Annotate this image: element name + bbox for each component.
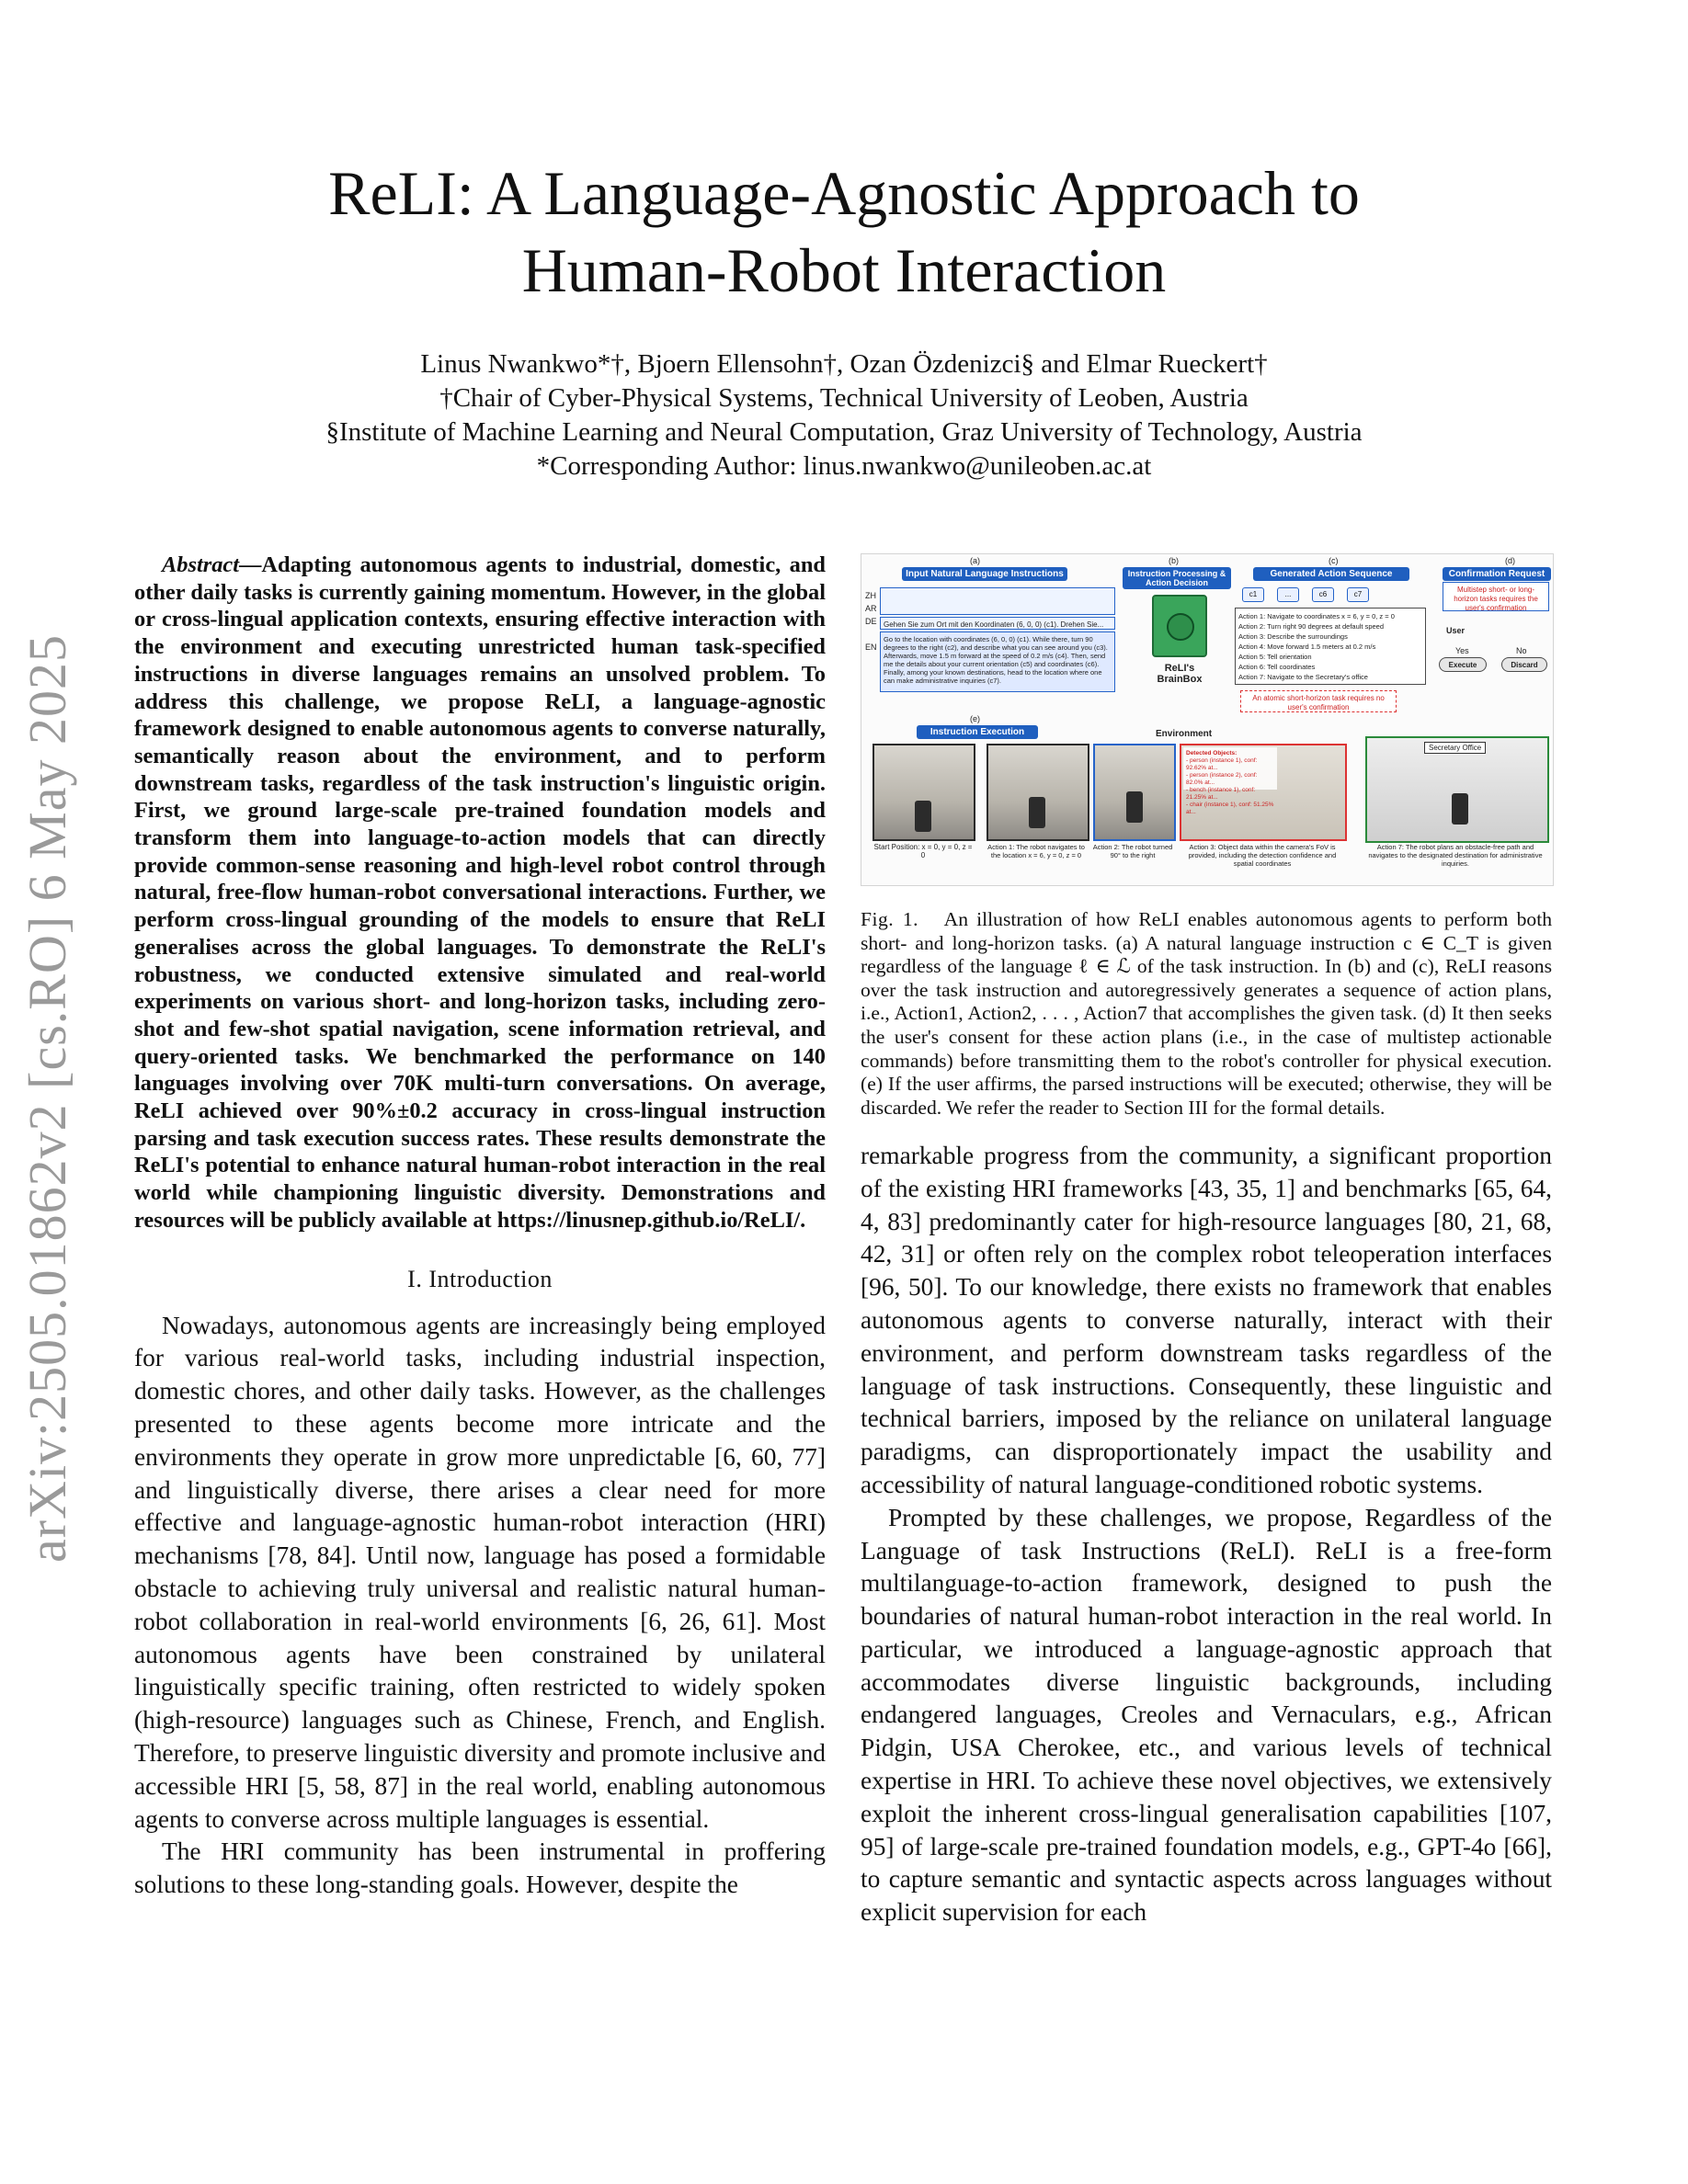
robot-icon [1126,791,1143,823]
action2-caption: Action 2: The robot turned 90° to the right [1092,843,1173,859]
title-line-2: Human-Robot Interaction [521,235,1167,305]
figure-1-caption [861,908,1552,1120]
detected-item: - chair (instance 1), conf: 51.25% at... [1186,802,1274,815]
robot-icon [915,801,931,832]
section-heading-introduction: I. Introduction [407,1265,553,1292]
english-instruction-box: Go to the location with coordinates (6, 0, 0) (c1). While there, turn 90 degrees to the right (c2), and describe what you can see around you (c3). Afterwards, move 1.5 m forward at the speed of 0.2 m/s (c4). Then, send me the details about your current orientation (c5) and coordinates (c6). Finally, among your known destinations, head to the location where one can make administrative inquiries (c7). [880,631,1115,692]
affiliation-2: §Institute of Machine Learning and Neural Computation, Graz University of Technology, Austria [325,417,1363,447]
intro-paragraph-2: The HRI community has been instrumental in proffering solutions to these long-standing goals. However, despite the [134,1837,826,1899]
detected-item: - person (instance 1), conf: 92.62% at... [1186,757,1258,771]
action-item: Action 2: Turn right 90 degrees at default speed [1238,622,1385,631]
right-column [861,552,1552,1929]
multilingual-instruction-box [880,587,1115,615]
start-photo [873,744,975,841]
figure-1 [861,553,1554,886]
right-paragraph-1: remarkable progress from the community, a significant proportion of the existing HRI frameworks [43, 35, 1] and benchmarks [65, 64, 4, 83] predominantly cater for high-resource languages [80, 21, 68, 42, 31] or often rely on the complex robot teleoperation interfaces [96, 50]. To our knowledge, there exists no framework that enables autonomous agents to converse naturally, interact with their environment, and perform downstream tasks regardless of the language of task instructions. Consequently, these linguistic and technical barriers, imposed by the reliance on unilateral language paradigms, can disproportionately impact the usability and accessibility of natural language-conditioned robotic systems. [861,1141,1552,1498]
author-names: Linus Nwankwo*†, Bjoern Ellensohn†, Ozan Özdenizci§ and Elmar Rueckert† [420,349,1268,379]
action3-photo [1180,744,1347,841]
execute-label: Execute [1439,657,1487,672]
brainbox-icon [1152,595,1207,657]
action-chip-1: c1 [1242,587,1264,602]
intro-paragraph-1: Nowadays, autonomous agents are increasingly being employed for various real-world tasks, including industrial inspection, domestic chores, and other daily tasks. However, as the challenges presented to these agents become more intricate and the environments they operate in grow more unpredictable [6, 60, 77] and linguistically diverse, there arises a clear need for more effective and language-agnostic human-robot interaction (HRI) mechanisms [78, 84]. Until now, language has posed a formidable obstacle to achieving truly universal and realistic natural human-robot collaboration in real-world environments [6, 26, 61]. Most autonomous agents have been constrained by unilateral linguistically specific training, often restricted to widely spoken (high-resource) languages such as Chinese, French, and English. Therefore, to preserve linguistic diversity and promote inclusive and accessible HRI [5, 58, 87] in the real world, enabling autonomous agents to converse across multiple languages is essential. [134,1311,826,1833]
discard-label: Discard [1501,657,1547,672]
confirmation-note: Multistep short- or long-horizon tasks requires the user's confirmation [1443,582,1549,611]
lang-de: DE [865,617,877,626]
panel-label-a: (a) [970,556,980,565]
action-item: Action 7: Navigate to the Secretary's office [1238,673,1368,681]
left-column [134,552,826,1902]
detected-objects-list [1183,747,1277,815]
affiliation-1: †Chair of Cyber-Physical Systems, Technical University of Leoben, Austria [439,383,1249,413]
action7-photo [1365,736,1549,843]
panel-label-c: (c) [1329,556,1339,565]
action-item: Action 5: Tell orientation [1238,653,1312,661]
panel-label-d: (d) [1505,556,1515,565]
corresponding-author: *Corresponding Author: linus.nwankwo@unileoben.ac.at [536,451,1152,481]
execution-header: Instruction Execution [917,725,1038,739]
german-instruction-box: Gehen Sie zum Ort mit den Koordinaten (6, 0, 0) (c1). Drehen Sie... [880,617,1115,630]
user-label: User [1446,626,1466,635]
robot-icon [1452,793,1468,825]
start-position-caption: Start Position: x = 0, y = 0, z = 0 [873,843,973,859]
action2-photo [1093,744,1176,841]
abstract-text: —Adapting autonomous agents to industrial, domestic, and other daily tasks is currently gaining momentum. However, in the global or cross-lingual application contexts, ensuring effective interaction with the environment and executing unrestricted human task-specified instructions in diverse languages remains an unsolved problem. To address this challenge, we propose ReLI, a language-agnostic framework designed to enable autonomous agents to converse naturally, semantically reason about the environment, and to perform downstream tasks, regardless of the task instruction's linguistic origin. First, we ground large-scale pre-trained foundation models and transform them into language-to-action models that can directly provide common-sense reasoning and high-level robot control through natural, free-flow human-robot conversational interactions. Further, we perform cross-lingual grounding of the models to ensure that ReLI generalises across the global languages. To demonstrate the ReLI's robustness, we conducted extensive simulated and real-world experiments on various short- and long-horizon tasks, including zero-shot and few-shot spatial navigation, scene information retrieval, and query-oriented tasks. We benchmarked the performance on 140 languages involving over 70K multi-turn conversations. On average, ReLI achieved over 90%±0.2 accuracy in cross-lingual instruction parsing and task execution success rates. These results demonstrate the ReLI's potential to enhance natural human-robot interaction in the real world while championing linguistic diversity. Demonstrations and resources will be publicly available at https://linusnep.github.io/ReLI/. [134,552,826,1233]
action1-photo [987,744,1089,841]
action-item: Action 3: Describe the surroundings [1238,632,1348,641]
action-item: Action 1: Navigate to coordinates x = 6, y = 0, z = 0 [1238,612,1395,620]
panel-label-b: (b) [1169,556,1179,565]
secretary-office-label: Secretary Office [1424,742,1486,754]
action1-caption: Action 1: The robot navigates to the location x = 6, y = 0, z = 0 [987,843,1085,859]
action3-caption: Action 3: Object data within the camera's FoV is provided, including the detection confidence and spatial coordinates [1188,843,1337,868]
robot-icon [1029,797,1045,828]
action7-caption: Action 7: The robot plans an obstacle-free path and navigates to the designated destination for administrative inquiries. [1368,843,1543,868]
brainbox-label: ReLI's BrainBox [1157,663,1203,685]
actions-header: Generated Action Sequence [1253,567,1409,581]
no-label: No [1516,646,1527,655]
right-paragraph-2: Prompted by these challenges, we propose, Regardless of the Language of task Instructions (ReLI). ReLI is a free-form multilanguage-to-action framework, designed to push the boundaries of natural human-robot interaction in the real world. In particular, we introduced a language-agnostic approach that accommodates diverse linguistic backgrounds, including endangered languages, Creoles and Vernaculars, e.g., African Pidgin, USA Cherokee, etc., and various levels of technical expertise in HRI. To achieve these novel objectives, we extensively exploit the inherent cross-lingual generalisation capabilities [107, 95] of large-scale pre-trained foundation models, e.g., GPT-4o [66], to capture semantic and syntactic aspects across languages without explicit supervision for each [861,1503,1552,1927]
detected-item: - bench (instance 1), conf: 21.25% at... [1186,787,1256,801]
lang-zh: ZH [865,591,876,600]
lang-en: EN [865,643,877,652]
title-line-1: ReLI: A Language-Agnostic Approach to [328,158,1360,228]
paper-title [147,154,1541,309]
input-instructions-header: Input Natural Language Instructions [902,567,1067,581]
action-item: Action 4: Move forward 1.5 meters at 0.2 m/s [1238,643,1376,651]
action-chip-3: c6 [1312,587,1334,602]
arxiv-side-stamp: arXiv:2505.01862v2 [cs.RO] 6 May 2025 [17,633,77,1563]
panel-label-e: (e) [970,714,980,723]
detected-title: Detected Objects: [1186,750,1237,756]
environment-label: Environment [1156,729,1213,739]
action-chip-2: ... [1277,587,1299,602]
processing-header: Instruction Processing & Action Decision [1123,567,1231,589]
figure-caption-text: An illustration of how ReLI enables autonomous agents to perform both short- and long-horizon tasks. (a) A natural language instruction c ∈ C_T is given regardless of the language ℓ ∈ ℒ of the task instruction. In (b) and (c), ReLI reasons over the task instruction and autoregressively generates a sequence of action plans, i.e., Action1, Action2, . . . , Action7 that accomplishes the given task. (d) It then seeks the user's consent for these action plans (i.e., in the case of multistep actionable commands) before transmitting them to the robot's controller for physical execution. (e) If the user affirms, the parsed instructions will be executed; otherwise, they will be discarded. We refer the reader to Section III for the formal details. [861,908,1552,1119]
abstract [134,552,826,1234]
yes-label: Yes [1455,646,1469,655]
confirmation-header: Confirmation Request [1443,567,1551,581]
author-block [147,347,1541,483]
action-list [1235,608,1426,685]
action-chip-4: c7 [1347,587,1369,602]
abstract-lead: Abstract [162,552,240,577]
figure-caption-label: Fig. 1. [861,908,919,930]
action-item: Action 6: Tell coordinates [1238,663,1316,671]
detected-item: - person (instance 2), conf: 82.0% at... [1186,772,1258,786]
atomic-task-note: An atomic short-horizon task requires no user's confirmation [1240,690,1397,712]
lang-ar: AR [865,604,877,613]
